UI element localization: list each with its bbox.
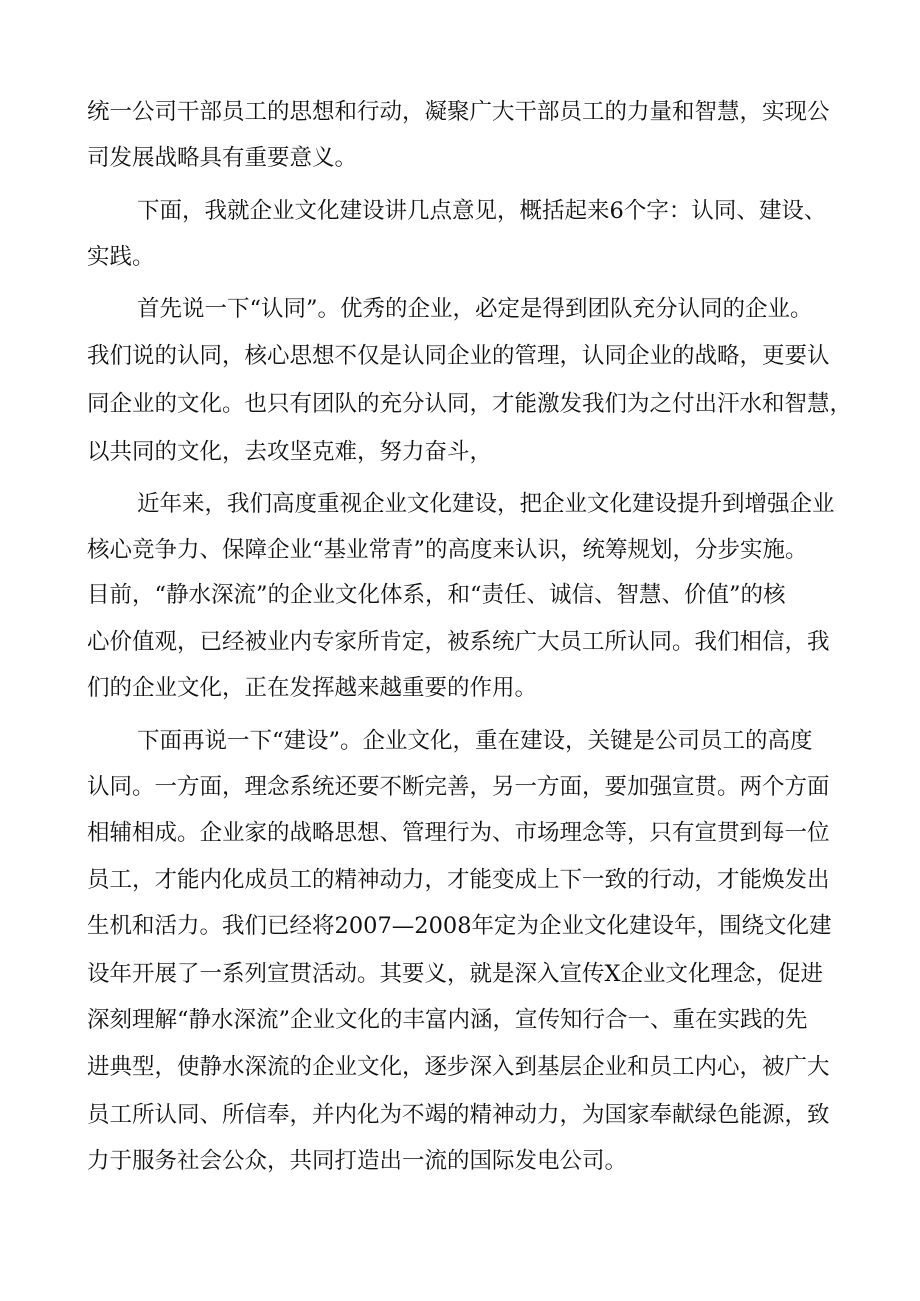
line-text: 深刻理解“静水深流”企业文化的丰富内涵，宣传知行合一、重在实践的先 bbox=[87, 1007, 808, 1033]
text-line bbox=[0, 189, 920, 233]
line-text: 统一公司干部员工的思想和行动，凝聚广大干部员工的力量和智慧，实现公 bbox=[87, 99, 830, 125]
line-text: 下面再说一下“建设”。企业文化，重在建设，关键是公司员工的高度 bbox=[137, 728, 813, 754]
line-text: 司发展战略具有重要意义。 bbox=[87, 145, 358, 171]
text-line bbox=[0, 287, 920, 331]
line-text: 相辅相成。企业家的战略思想、管理行为、市场理念等，只有宣贯到每一位 bbox=[87, 820, 830, 846]
line-text: 员工所认同、所信奉，并内化为不竭的精神动力，为国家奉献绿色能源，致 bbox=[87, 1102, 830, 1128]
text-line bbox=[0, 430, 920, 474]
text-line bbox=[0, 382, 920, 426]
line-text: 进典型，使静水深流的企业文化，逐步深入到基层企业和员工内心，被广大 bbox=[87, 1054, 830, 1080]
text-line bbox=[0, 528, 920, 572]
line-text: 生机和活力。我们已经将2007—2008年定为企业文化建设年，围绕文化建 bbox=[87, 913, 832, 939]
text-line bbox=[0, 666, 920, 710]
line-text: 我们说的认同，核心思想不仅是认同企业的管理，认同企业的战略，更要认 bbox=[87, 343, 830, 369]
text-line bbox=[0, 904, 920, 948]
line-text: 目前，“静水深流”的企业文化体系，和“责任、诚信、智慧、价值”的核 bbox=[87, 582, 786, 608]
text-line bbox=[0, 1093, 920, 1137]
text-line bbox=[0, 719, 920, 763]
line-text: 首先说一下“认同”。优秀的企业，必定是得到团队充分认同的企业。 bbox=[137, 296, 813, 322]
line-text: 们的企业文化，正在发挥越来越重要的作用。 bbox=[87, 675, 538, 701]
text-line bbox=[0, 998, 920, 1042]
line-text: 员工，才能内化成员工的精神动力，才能变成上下一致的行动，才能焕发出 bbox=[87, 867, 830, 893]
text-line bbox=[0, 952, 920, 996]
line-text: 认同。一方面，理念系统还要不断完善，另一方面，要加强宣贯。两个方面 bbox=[87, 774, 830, 800]
line-text: 心价值观，已经被业内专家所肯定，被系统广大员工所认同。我们相信，我 bbox=[87, 629, 830, 655]
line-text: 力于服务社会公众，共同打造出一流的国际发电公司。 bbox=[87, 1148, 628, 1174]
text-line bbox=[0, 811, 920, 855]
text-line bbox=[0, 1139, 920, 1183]
text-line bbox=[0, 620, 920, 664]
line-text: 实践。 bbox=[87, 244, 155, 270]
line-text: 同企业的文化。也只有团队的充分认同，才能激发我们为之付出汗水和智慧， bbox=[87, 391, 853, 417]
line-text: 以共同的文化，去攻坚克难，努力奋斗， bbox=[87, 439, 493, 465]
text-line bbox=[0, 90, 920, 134]
text-line bbox=[0, 1045, 920, 1089]
text-line bbox=[0, 858, 920, 902]
line-text: 近年来，我们高度重视企业文化建设，把企业文化建设提升到增强企业 bbox=[137, 491, 835, 517]
text-line bbox=[0, 136, 920, 180]
text-line bbox=[0, 765, 920, 809]
text-line bbox=[0, 482, 920, 526]
text-line bbox=[0, 573, 920, 617]
line-text: 核心竞争力、保障企业“基业常青”的高度来认识，统筹规划，分步实施。 bbox=[87, 537, 808, 563]
line-text: 设年开展了一系列宣贯活动。其要义，就是深入宣传X企业文化理念，促进 bbox=[87, 961, 824, 987]
text-line bbox=[0, 235, 920, 279]
line-text: 下面，我就企业文化建设讲几点意见，概括起来6个字：认同、建设、 bbox=[137, 198, 827, 224]
text-line bbox=[0, 334, 920, 378]
